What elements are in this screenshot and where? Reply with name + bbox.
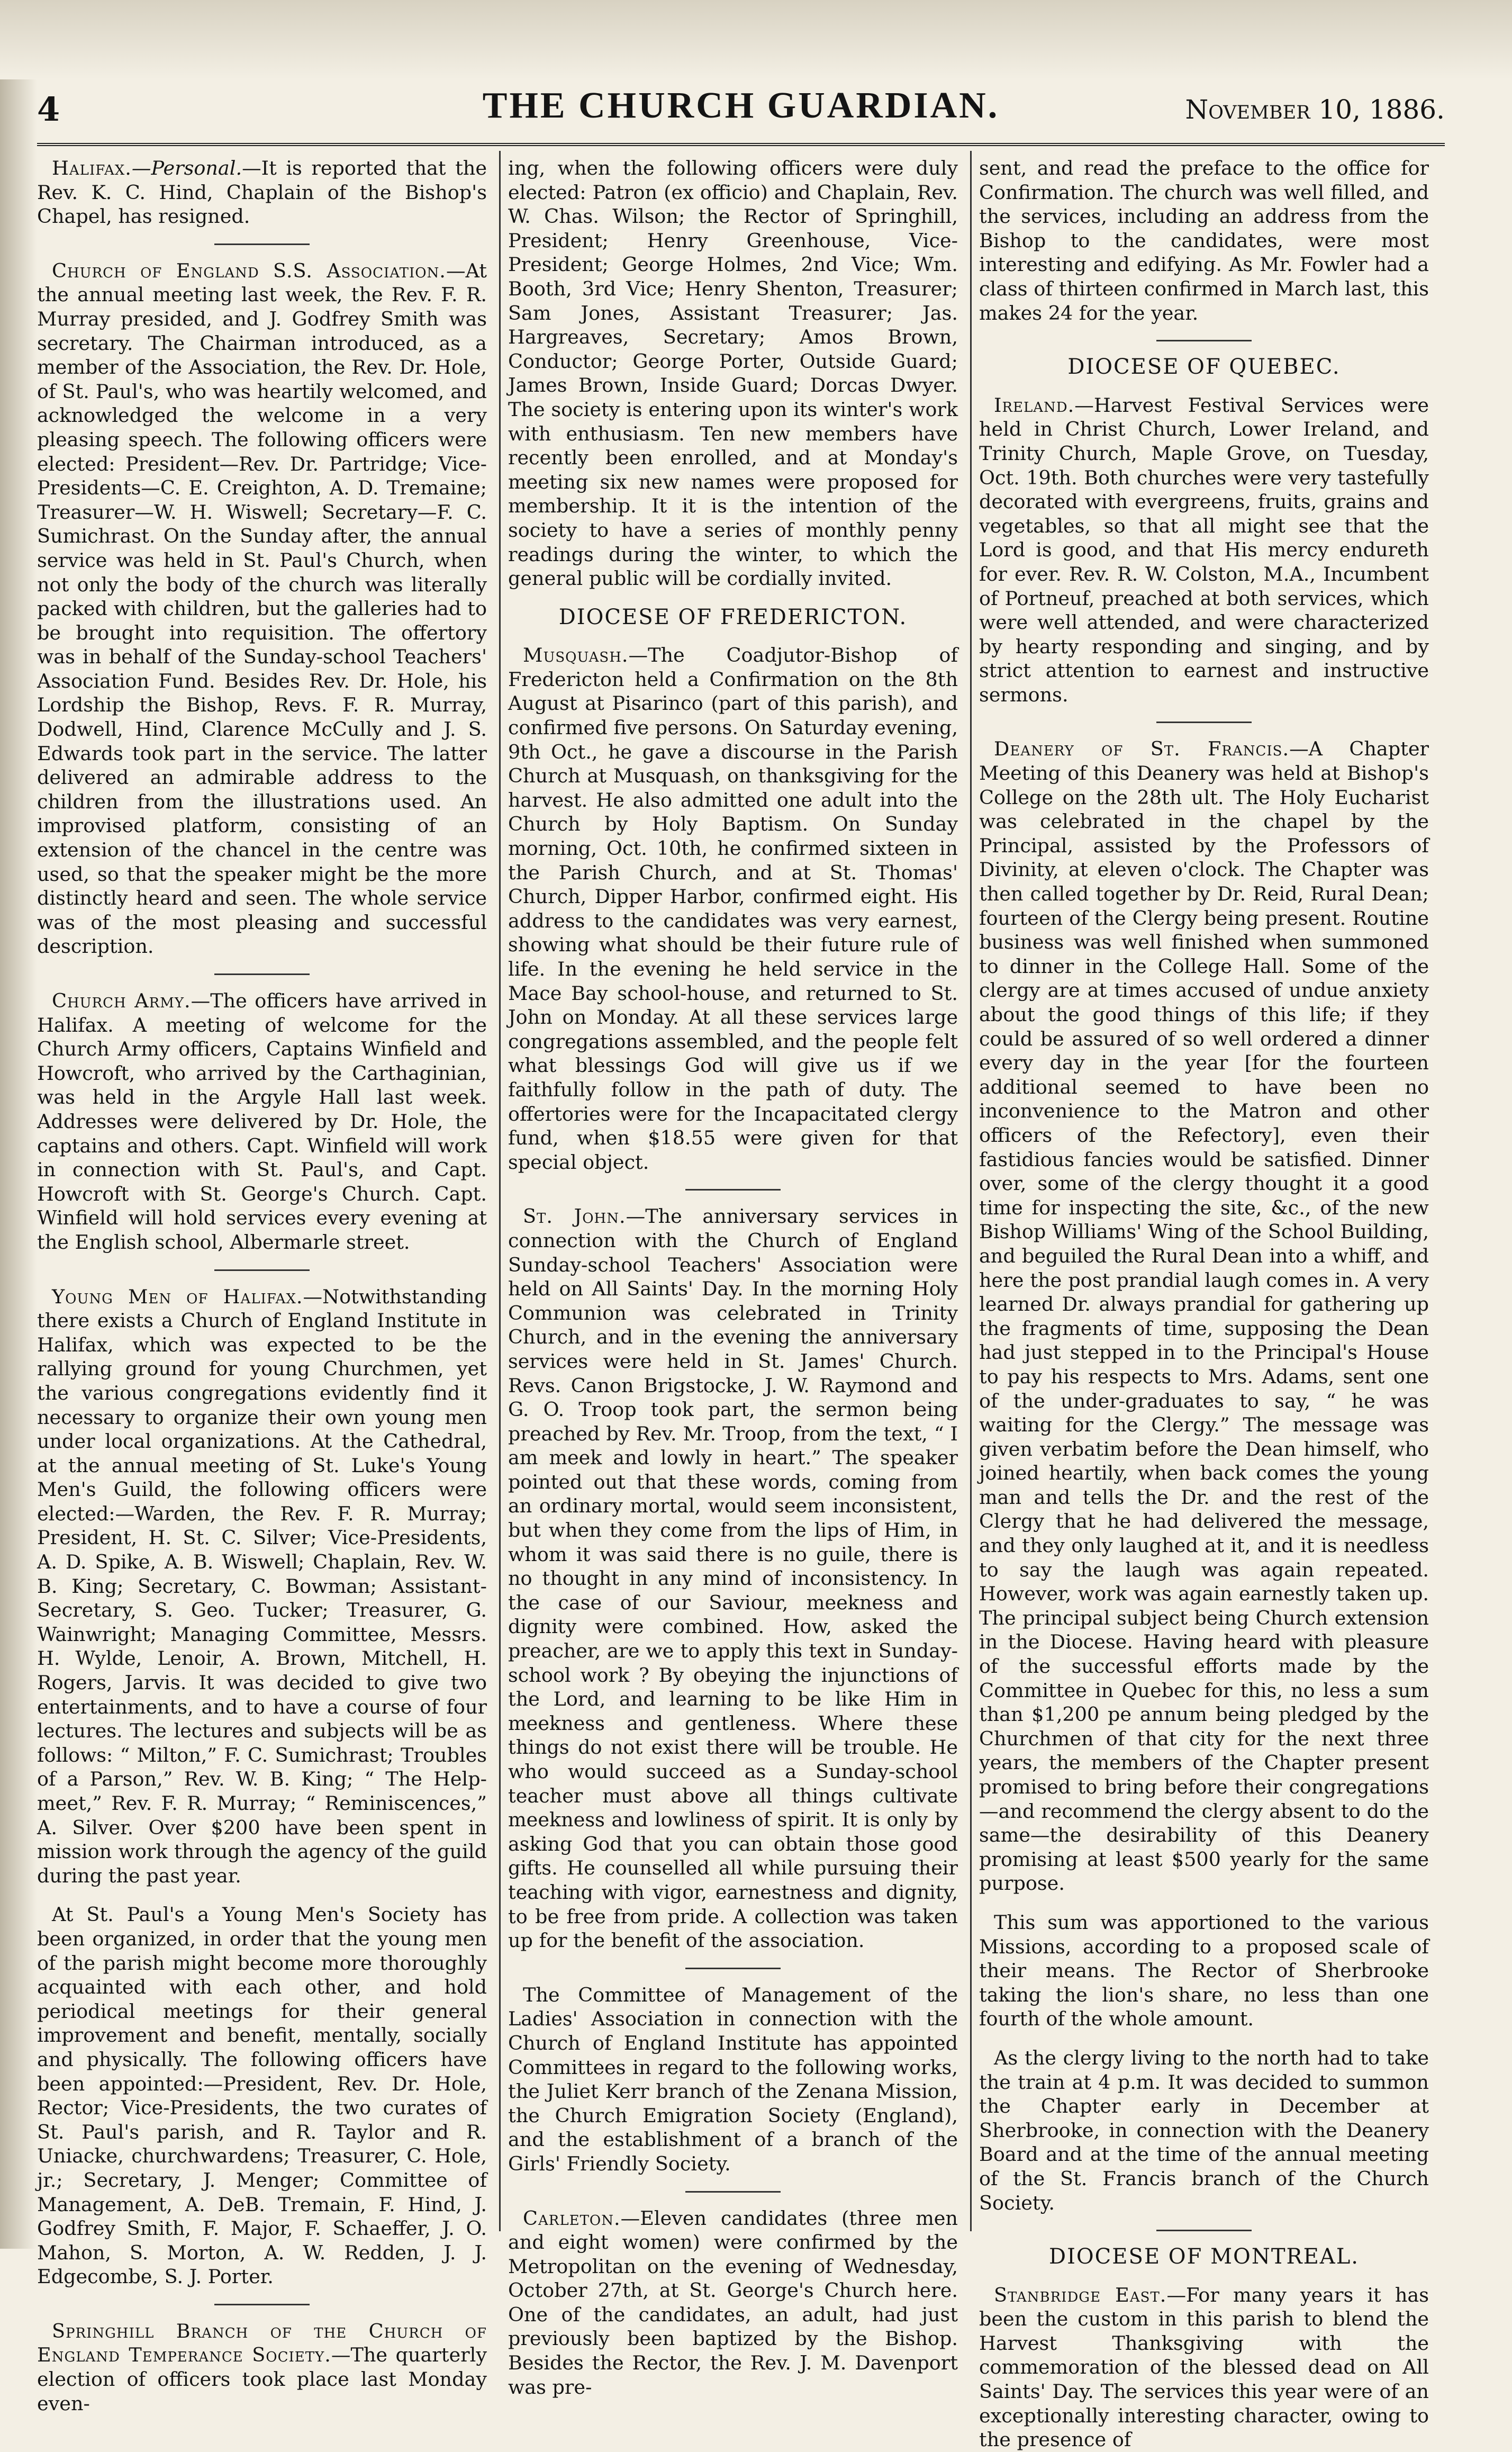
article-lead: Ireland.: [994, 393, 1075, 417]
column-2: [508, 156, 958, 2399]
article-lead: Church of England S.S. Association.: [52, 259, 446, 282]
page-number: 4: [37, 90, 60, 129]
article-springhill: [37, 2319, 487, 2415]
article-lead: St. John.: [523, 1205, 626, 1228]
article-ss-association: [37, 259, 487, 959]
separator: [685, 1968, 781, 1969]
article-body: —The Coadjutor-Bishop of Fredericton held a Confirmation on the 8th August at Pisarinco (part of this parish), and confirmed five persons. On Saturday evening, 9th Oct., he gave a discourse in the Parish Church at Musquash, on thanksgiving for the harvest. He also admitted one adult into the Church by Holy Baptism. On Sunday morning, Oct. 10th, he confirmed sixteen in the Parish Church, and at St. Thomas' Church, Dipper Harbor, confirmed eight. His address to the candidates was very earnest, showing what should be their future rule of life. In the evening he held service in the Mace Bay school-house, and returned to St. John on Monday. At all these services large congregations assembled, and the people felt what blessings God will give us if we faithfully follow in the path of duty. The offertories were for the Incapacitated clergy fund, when $18.55 were given for that special object.: [508, 644, 958, 1174]
separator: [1156, 340, 1252, 341]
article-st-pauls-society: At St. Paul's a Young Men's Society has been organized, in order that the young men of the parish might become more thoroughly acquainted with each other, and hold periodical meetings for their general improvement and benefit, mentally, socially and physically. The following officers have been appointed:—President, Rev. Dr. Hole, Rector; Vice-Presidents, the two curates of St. Paul's parish, and R. Taylor and R. Uniacke, churchwardens; Treasurer, C. Hole, jr.; Secretary, J. Menger; Committee of Management, A. DeB. Tremain, F. Hind, J. Godfrey Smith, F. Major, F. Schaeffer, J. O. Mahon, S. Morton, A. W. Redden, J. J. Edgecombe, S. J. Porter.: [37, 1903, 487, 2288]
article-lead: Deanery of St. Francis.: [994, 737, 1290, 761]
separator: [214, 1269, 310, 1271]
separator: [685, 2191, 781, 2193]
article-body: —A Chapter Meeting of this Deanery was held at Bishop's College on the 28th ult. The Holy Eucharist was celebrated in the chapel by the Principal, assisted by the Professors of Divinity, at eleven o'clock. The Chapter was then called together by Dr. Reid, Rural Dean; fourteen of the Clergy being present. Routine business was well finished when summoned to dinner in the College Hall. Some of the clergy are at times accused of undue anxiety about the good things of this life; if they could be assured of so well ordered a dinner every day in the year [for the fourteen additional seemed to have been no inconvenience to the Matron and other officers of the Refectory], even their fastidious fancies would be satisfied. Dinner over, some of the clergy thought it a good time for inspecting the site, &c., of the new Bishop Williams' Wing of the School Building, and beguiled the Rural Dean into a whiff, and here the post prandial laugh comes in. A very learned Dr. always prandial for gathering up the fragments of time, supposing the Dean had just stepped in to the Principal's House to pay his respects to Mrs. Adams, sent one of the under-graduates to say, “ he was waiting for the Clergy.” The message was given verbatim before the Dean himself, who joined heartily, when back comes the young man and tells the Dr. and the rest of the Clergy that he had delivered the message, and they only laughed at it, and it is needless to say the laugh was again repeated. However, work was again earnestly taken up. The principal subject being Church extension in the Diocese. Having heard with pleasure of the successful efforts made by the Committee in Quebec for this, no less a sum than $1,200 pe annum being pledged by the Churchmen of that city for the next three years, the members of the Chapter present promised to bring before their congregations—and recommend the clergy absent to do the same—the desirability of this Deanery promising at least $500 yearly for the same purpose.: [979, 737, 1429, 1895]
article-body: —The quarterly election of officers took place last Monday even-: [37, 2343, 487, 2415]
article-lead: Carleton.: [523, 2206, 621, 2230]
separator: [214, 244, 310, 245]
article-st-john: [508, 1204, 958, 1952]
column-1: [37, 156, 487, 2415]
article-body: —It is reported that the Rev. K. C. Hind, Chaplain of the Bishop's Chapel, has resigned.: [37, 157, 487, 228]
column-3: [979, 156, 1429, 2451]
section-heading: DIOCESE OF MONTREAL.: [1049, 2244, 1359, 2269]
article-lead: Musquash.: [523, 644, 629, 667]
article-halifax-personal: [37, 156, 487, 229]
separator: [214, 973, 310, 975]
separator: [214, 2304, 310, 2305]
article-body: —The anniversary services in connection with the Church of England Sunday-school Teachers' Association were held on All Saints' Day. In the morning Holy Communion was celebrated in Trinity Church, and in the evening the anniversary services were held in St. James' Church. Revs. Canon Brigstocke, J. W. Raymond and G. O. Troop took part, the sermon being preached by Rev. Mr. Troop, from the text, “ I am meek and lowly in heart.” The speaker pointed out that these words, coming from an ordinary mortal, would seem inconsistent, but when they come from the lips of Him, in whom it was said there is no guile, there is no thought in any mind of inconsistency. In the case of our Saviour, meekness and dignity were combined. How, asked the preacher, are we to apply this text in Sunday-school work ? By obeying the injunctions of the Lord, and learning to be like Him in meekness and gentleness. Where these things do not exist there will be trouble. He who would succeed as a Sunday-school teacher must above all things cultivate meekness and lowliness of spirit. It is only by asking God that you can obtain those good gifts. He counselled all while pursuing their teaching with vigor, earnestness and dignity, to be free from pride. A collection was taken up for the benefit of the association.: [508, 1205, 958, 1952]
separator: [685, 1189, 781, 1191]
article-sherbrooke: As the clergy living to the north had to take the train at 4 p.m. It was decided to summon the Chapter early in December at Sherbrooke, in connection with the Deanery Board and at the time of the annual meeting of the St. Francis branch of the Church Society.: [979, 2046, 1429, 2214]
article-deanery-st-francis: [979, 737, 1429, 1896]
article-lead: Halifax.: [52, 157, 132, 179]
article-apportionment: This sum was apportioned to the various Missions, according to a proposed scale of their means. The Rector of Sherbrooke taking the lion's share, no less than one fourth of the whole amount.: [979, 1910, 1429, 2031]
scan-left-edge: [0, 79, 37, 2249]
article-lead: Church Army.: [52, 989, 191, 1012]
article-body: —Eleven candidates (three men and eight women) were confirmed by the Metropolitan on the evening of Wednesday, October 27th, at St. George's Church here. One of the candidates, an adult, had just previously been baptized by the Bishop. Besides the Rector, the Rev. J. M. Davenport was pre-: [508, 2206, 958, 2399]
article-lead: Springhill Branch of the Church of England Temperance Society.: [37, 2319, 487, 2367]
separator: [1156, 722, 1252, 723]
article-carleton: [508, 2206, 958, 2400]
article-stanbridge-east: [979, 2283, 1429, 2452]
article-ireland: [979, 393, 1429, 707]
section-heading: DIOCESE OF FREDERICTON.: [558, 605, 908, 629]
article-carleton-continued: sent, and read the preface to the office for Confirmation. The church was well filled, and the services, including an address from the Bishop to the candidates, were most interesting and edifying. As Mr. Fowler had a class of thirteen confirmed in March last, this makes 24 for the year.: [979, 157, 1429, 324]
section-heading: DIOCESE OF QUEBEC.: [1067, 355, 1341, 380]
article-body: —Harvest Festival Services were held in Christ Church, Lower Ireland, and Trinity Church, Maple Grove, on Tuesday, Oct. 19th. Both churches were very tastefully decorated with evergreens, fruits, grains and vegetables, so that all might see that the Lord is good, and that His mercy endureth for ever. Rev. R. W. Colston, M.A., Incumbent of Portneuf, preached at both services, which were well attended, and were characterized by hearty responding and singing, and by strict attention to earnest and instructive sermons.: [979, 393, 1429, 706]
column-rule: [970, 151, 972, 2231]
newspaper-title: THE CHURCH GUARDIAN.: [482, 85, 1000, 126]
article-young-men: [37, 1285, 487, 1888]
article-church-army: [37, 989, 487, 1255]
scan-top-margin: [0, 0, 1512, 79]
article-springhill-continued: ing, when the following officers were duly elected: Patron (ex officio) and Chaplain, Rev. W. Chas. Wilson; the Rector of Springhill, President; Henry Greenhouse, Vice-President; George Holmes, 2nd Vice; Wm. Booth, 3rd Vice; Henry Shenton, Treasurer; Sam Jones, Assistant Treasurer; Jas. Hargreaves, Secretary; Amos Brown, Conductor; George Porter, Outside Guard; James Brown, Inside Guard; Dorcas Dwyer. The society is entering upon its winter's work with enthusiasm. Ten new members have recently been enrolled, and at Monday's meeting six new names were proposed for membership. It it is the intention of the society to have a series of monthly penny readings during the winter, to which the general public will be cordially invited.: [508, 157, 958, 590]
article-body: —At the annual meeting last week, the Rev. F. R. Murray presided, and J. Godfrey Smith was secretary. The Chairman introduced, as a member of the Association, the Rev. Dr. Hole, of St. Paul's, who was heartily welcomed, and acknowledged the welcome in a very pleasing speech. The following officers were elected: President—Rev. Dr. Partridge; Vice-Presidents—C. E. Creighton, A. D. Tremaine; Treasurer—W. H. Wiswell; Secretary—F. C. Sumichrast. On the Sunday after, the annual service was held in St. Paul's Church, when not only the body of the church was literally packed with children, but the galleries had to be brought into requisition. The offertory was in behalf of the Sunday-school Teachers' Association Fund. Besides Rev. Dr. Hole, his Lordship the Bishop, Revs. F. R. Murray, Dodwell, Hind, Clarence McCully and J. S. Edwards took part in the service. The latter delivered an admirable address to the children from the illustrations used. An improvised platform, consisting of an extension of the chancel in the centre was used, so that the speaker might be the more distinctly heard and seen. The whole service was of the most pleasing and successful description.: [37, 259, 487, 958]
article-lead: Stanbridge East.: [994, 2283, 1167, 2306]
article-ladies-association: The Committee of Management of the Ladies' Association in connection with the Church of England Institute has appointed Committees in regard to the following works, the Juliet Kerr branch of the Zenana Mission, the Church Emigration Society (England), and the establishment of a branch of the Girls' Friendly Society.: [508, 1983, 958, 2175]
page-header: [37, 79, 1445, 146]
issue-date: November 10, 1886.: [1185, 94, 1445, 125]
article-body: —For many years it has been the custom in this parish to blend the Harvest Thanksgiving with the commemoration of the blessed dead on All Saints' Day. The services this year were of an exceptionally interesting character, owing to the presence of: [979, 2283, 1429, 2451]
column-rule: [499, 151, 501, 2231]
article-musquash: [508, 643, 958, 1174]
article-body: —Notwithstanding there exists a Church of England Institute in Halifax, which was expected to be the rallying ground for young Churchmen, yet the various congregations evidently find it necessary to organize their own young men under local organizations. At the Cathedral, at the annual meeting of St. Luke's Young Men's Guild, the following officers were elected:—Warden, the Rev. F. R. Murray; President, H. St. C. Silver; Vice-Presidents, A. D. Spike, A. B. Wiswell; Chaplain, Rev. W. B. King; Secretary, C. Bowman; Assistant-Secretary, S. Geo. Tucker; Treasurer, G. Wainwright; Managing Committee, Messrs. H. Wylde, Lenoir, A. Brown, Mitchell, H. Rogers, Jarvis. It was decided to give two entertainments, and to have a course of four lectures. The lectures and subjects will be as follows: “ Milton,” F. C. Sumichrast; Troubles of a Parson,” Rev. W. B. King; “ The Help-meet,” Rev. F. R. Murray; “ Reminiscences,” A. Silver. Over $200 have been spent in mission work through the agency of the guild during the past year.: [37, 1285, 487, 1887]
separator: [1156, 2230, 1252, 2231]
article-subhead: —Personal.: [131, 157, 242, 179]
article-body: —The officers have arrived in Halifax. A meeting of welcome for the Church Army officers, Captains Winfield and Howcroft, who arrived by the Carthaginian, was held in the Argyle Hall last week. Addresses were delivered by Dr. Hole, the captains and others. Capt. Winfield will work in connection with St. Paul's, and Capt. Howcroft with St. George's Church. Capt. Winfield will hold services every evening at the English school, Albermarle street.: [37, 989, 487, 1254]
article-lead: Young Men of Halifax.: [52, 1285, 303, 1308]
